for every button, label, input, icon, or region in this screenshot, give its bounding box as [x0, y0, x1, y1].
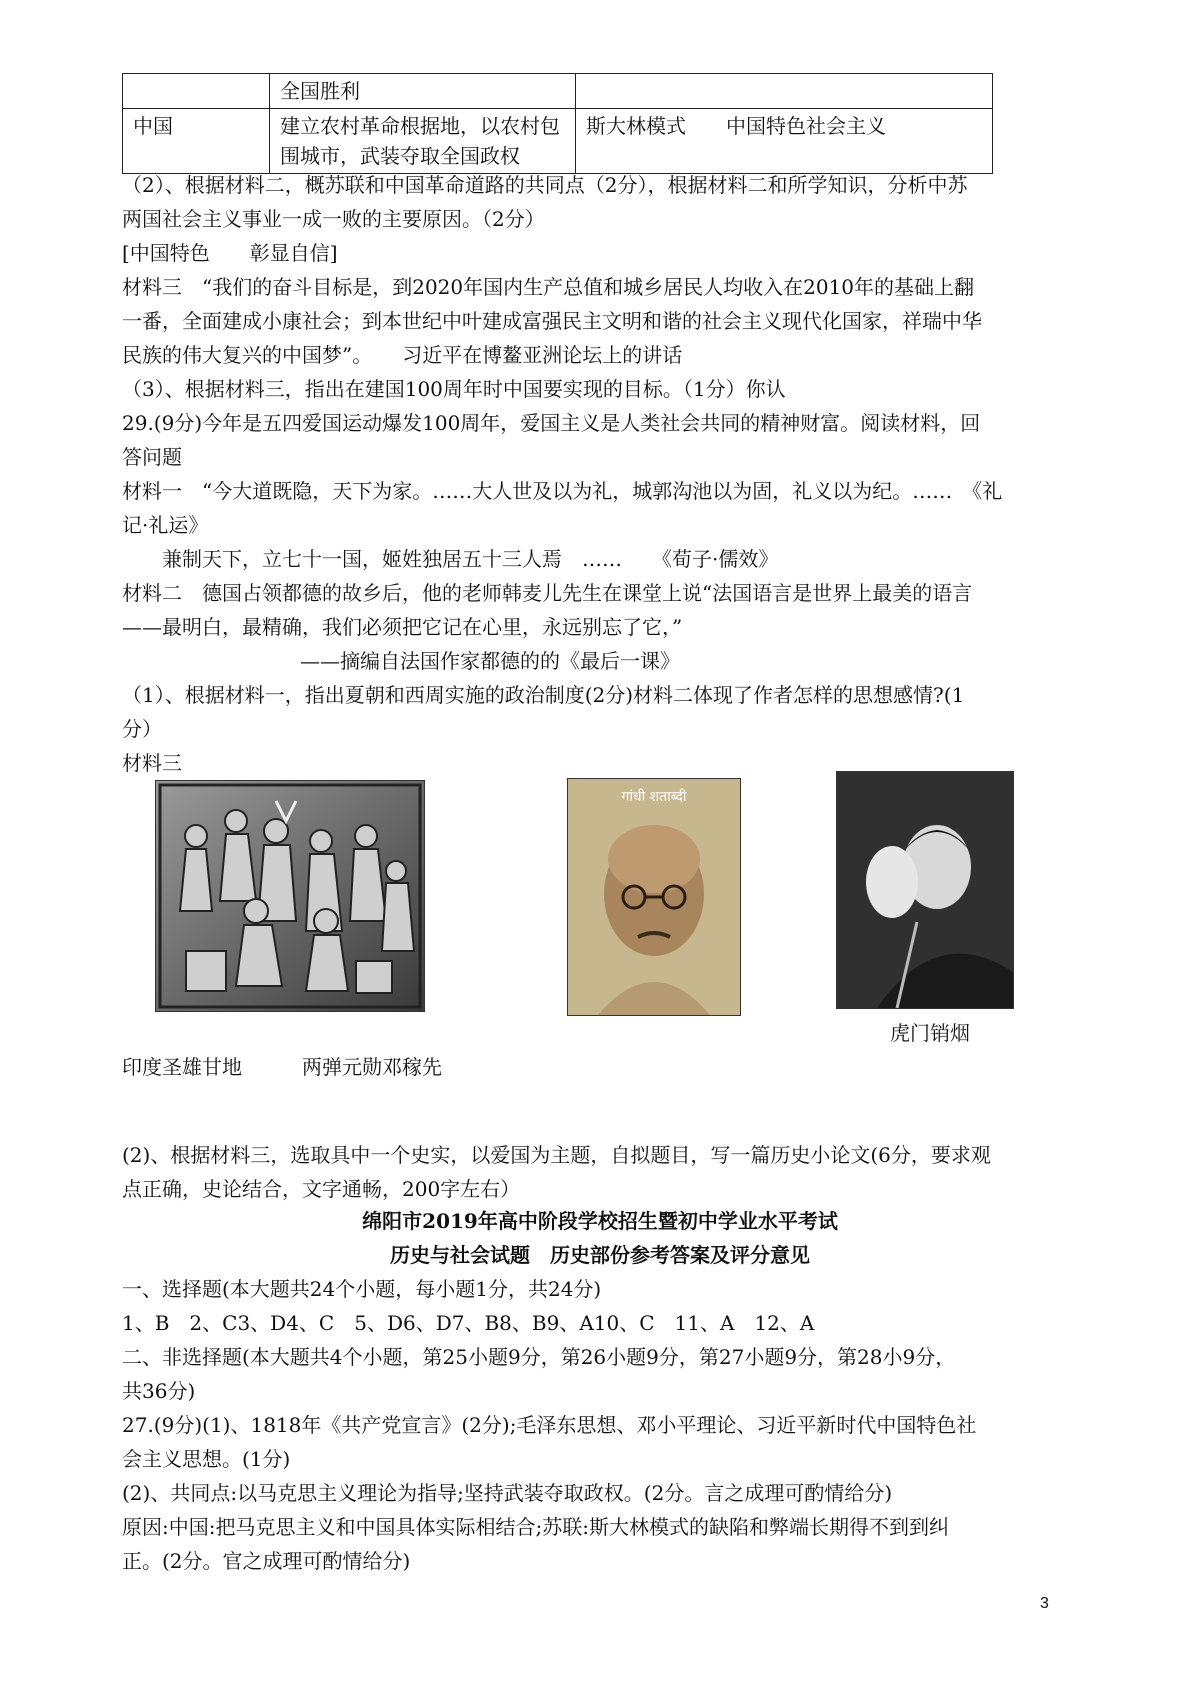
table-cell: 斯大林模式 中国特色社会主义 — [576, 109, 993, 174]
table-cell — [123, 74, 270, 109]
relief-illustration — [156, 781, 424, 1011]
text-line: （1）、根据材料一，指出夏朝和西周实施的政治制度(2分)材料二体现了作者怎样的思想感情?(1 — [122, 683, 965, 707]
gandhi-stamp-image — [567, 778, 741, 1016]
text-line: 答问题 — [122, 445, 182, 469]
caption-humen: 虎门销烟 — [890, 1021, 970, 1045]
text-line: 材料二 德国占领都德的故乡后，他的老师韩麦儿先生在课堂上说“法国语言是世界上最美的语言 — [122, 581, 973, 605]
text-line: 一番，全面建成小康社会；到本世纪中叶建成富强民主文明和谐的社会主义现代化国家，祥瑞中华 — [122, 309, 982, 333]
text-line: (2)、共同点:以马克思主义理论为指导;坚持武装夺取政权。(2分。言之成理可酌情给分) — [122, 1481, 893, 1505]
deng-portrait — [837, 772, 1013, 1008]
table-row — [123, 74, 993, 109]
table-cell: 全国胜利 — [270, 74, 576, 109]
table-cell: 建立农村革命根据地，以农村包围城市，武装夺取全国政权 — [270, 109, 576, 174]
comparison-table — [122, 73, 993, 174]
text-line: 正。(2分。官之成理可酌情给分) — [122, 1549, 411, 1573]
text-line: ——摘编自法国作家都德的的《最后一课》 — [300, 649, 680, 673]
text-line: 记·礼运》 — [122, 513, 209, 537]
table-cell — [576, 74, 993, 109]
text-line: [中国特色 彰显自信] — [122, 241, 338, 265]
text-line: 两国社会主义事业一成一败的主要原因。（2分） — [122, 207, 545, 231]
text-line: 27.(9分)(1)、1818年《共产党宣言》(2分);毛泽东思想、邓小平理论、习近平新时代中国特色社 — [122, 1413, 977, 1437]
text-line: 材料三 — [122, 751, 182, 775]
text-line: 材料三 “我们的奋斗目标是，到2020年国内生产总值和城乡居民人均收入在2010年的基础上翻 — [122, 275, 975, 299]
table-row — [123, 109, 993, 174]
table-cell: 中国 — [123, 109, 270, 174]
text-line: 原因:中国:把马克思主义和中国具体实际相结合;苏联:斯大林模式的缺陷和弊端长期得不到到纠 — [122, 1515, 949, 1539]
gandhi-portrait — [568, 779, 740, 1015]
text-line: 点正确，史论结合，文字通畅，200字左右） — [122, 1177, 521, 1201]
text-line: 会主义思想。(1分) — [122, 1447, 291, 1471]
page-number: 3 — [1040, 1595, 1049, 1612]
text-line: （3）、根据材料三，指出在建国100周年时中国要实现的目标。（1分）你认 — [122, 377, 786, 401]
caption-gandhi-deng: 印度圣雄甘地 两弹元勋邓稼先 — [122, 1055, 442, 1079]
text-line: 民族的伟大复兴的中国梦”。 习近平在博鳌亚洲论坛上的讲话 — [122, 343, 683, 367]
answer-subtitle: 历史与社会试题 历史部份参考答案及评分意见 — [390, 1243, 810, 1267]
relief-sculpture-image — [155, 780, 425, 1012]
text-line: ——最明白，最精确，我们必须把它记在心里，永远别忘了它，” — [122, 615, 683, 639]
text-line: （2）、根据材料二，概苏联和中国革命道路的共同点（2分），根据材料二和所学知识，分析中苏 — [122, 173, 968, 197]
text-line: (2)、根据材料三，选取具中一个史实，以爱国为主题，自拟题目，写一篇历史小论文(6分，要求观 — [122, 1143, 991, 1167]
text-line: 一、选择题(本大题共24个小题，每小题1分，共24分) — [122, 1277, 602, 1301]
text-line: 1、B 2、C3、D4、C 5、D6、D7、B8、B9、A10、C 11、A 12、A — [122, 1311, 815, 1335]
deng-jiaxian-photo — [836, 771, 1014, 1009]
text-line: 分） — [122, 717, 162, 741]
text-line: 共36分) — [122, 1379, 196, 1403]
answer-title: 绵阳市2019年高中阶段学校招生暨初中学业水平考试 — [362, 1209, 838, 1233]
text-line: 29.(9分)今年是五四爱国运动爆发100周年，爱国主义是人类社会共同的精神财富。阅读材料，回 — [122, 411, 981, 435]
text-line: 材料一 “今大道既隐，天下为家。……大人世及以为礼，城郭沟池以为固，礼义以为纪。…… 《礼 — [122, 479, 1003, 503]
text-line: 兼制天下，立七十一国，姬姓独居五十三人焉 …… 《荀子·儒效》 — [162, 547, 779, 571]
text-line: 二、非选择题(本大题共4个小题，第25小题9分，第26小题9分，第27小题9分，第28小9分， — [122, 1345, 956, 1369]
stamp-script-text: गांधी शताब्दी — [621, 789, 687, 805]
